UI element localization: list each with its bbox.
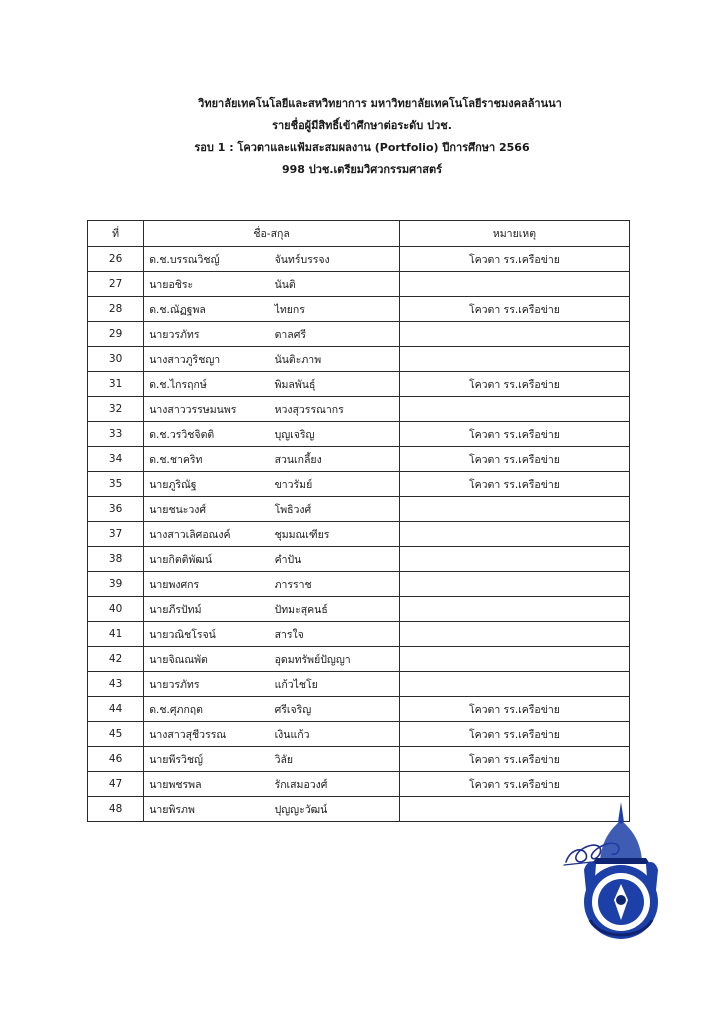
row-number: 39 [88, 572, 144, 597]
row-note: โควตา รร.เครือข่าย [399, 722, 629, 747]
table-row [88, 422, 630, 447]
row-number: 35 [88, 472, 144, 497]
row-first-name: นายวรภัทร [144, 322, 272, 347]
row-note: โควตา รร.เครือข่าย [399, 472, 629, 497]
row-first-name: ด.ช.ณัฏฐพล [144, 297, 272, 322]
row-number: 27 [88, 272, 144, 297]
table-row [88, 322, 630, 347]
row-number: 42 [88, 647, 144, 672]
table-row [88, 522, 630, 547]
row-note [399, 522, 629, 547]
table-row [88, 372, 630, 397]
column-header-no: ที่ [88, 221, 144, 247]
row-number: 32 [88, 397, 144, 422]
row-first-name: นางสาวสุชีวรรณ [144, 722, 272, 747]
row-first-name: ด.ช.บรรณวิชญ์ [144, 247, 272, 272]
row-first-name: นายภีรปัทม์ [144, 597, 272, 622]
table-row [88, 672, 630, 697]
row-first-name: นายชนะวงศ์ [144, 497, 272, 522]
row-number: 38 [88, 547, 144, 572]
row-note: โควตา รร.เครือข่าย [399, 422, 629, 447]
row-number: 46 [88, 747, 144, 772]
table-row [88, 547, 630, 572]
row-number: 47 [88, 772, 144, 797]
program-title: 998 ปวช.เตรียมวิศวกรรมศาสตร์ [281, 163, 443, 176]
row-last-name: นันติะภาพ [272, 347, 400, 372]
row-note [399, 347, 629, 372]
row-last-name: สารใจ [272, 622, 400, 647]
row-first-name: ด.ช.วรวิชจิตติ [144, 422, 272, 447]
institution-title: วิทยาลัยเทคโนโลยีและสหวิทยาการ มหาวิทยาลัยเทคโนโลยีราชมงคลล้านนา [198, 97, 562, 110]
row-number: 33 [88, 422, 144, 447]
row-last-name: รักเสมอวงศ์ [272, 772, 400, 797]
row-last-name: ตาลศรี [272, 322, 400, 347]
row-number: 45 [88, 722, 144, 747]
roster-body [88, 247, 630, 822]
row-note: โควตา รร.เครือข่าย [399, 747, 629, 772]
table-row [88, 647, 630, 672]
row-number: 44 [88, 697, 144, 722]
row-last-name: ปัทมะสุคนธ์ [272, 597, 400, 622]
table-row [88, 697, 630, 722]
row-number: 37 [88, 522, 144, 547]
row-first-name: ด.ช.ศุภกฤต [144, 697, 272, 722]
row-number: 41 [88, 622, 144, 647]
column-header-name: ชื่อ-สกุล [144, 221, 400, 247]
row-last-name: ศรีเจริญ [272, 697, 400, 722]
roster-table [87, 220, 630, 822]
table-header-row [88, 221, 630, 247]
row-first-name: ด.ช.ชาคริท [144, 447, 272, 472]
row-last-name: เงินแก้ว [272, 722, 400, 747]
table-row [88, 572, 630, 597]
row-note: โควตา รร.เครือข่าย [399, 447, 629, 472]
row-first-name: นายกิตติพัฒน์ [144, 547, 272, 572]
row-note [399, 397, 629, 422]
row-last-name: คำปัน [272, 547, 400, 572]
row-number: 26 [88, 247, 144, 272]
table-row [88, 797, 630, 822]
table-row [88, 622, 630, 647]
row-last-name: พิมลพันธุ์ [272, 372, 400, 397]
row-note: โควตา รร.เครือข่าย [399, 247, 629, 272]
table-row [88, 297, 630, 322]
row-note: โควตา รร.เครือข่าย [399, 297, 629, 322]
row-last-name: วิลัย [272, 747, 400, 772]
row-first-name: นายภูริณัฐ [144, 472, 272, 497]
row-number: 36 [88, 497, 144, 522]
table-row [88, 247, 630, 272]
table-row [88, 397, 630, 422]
row-number: 43 [88, 672, 144, 697]
row-first-name: นายวณิชโรจน์ [144, 622, 272, 647]
table-row [88, 597, 630, 622]
row-first-name: นางสาวเลิศอณงค์ [144, 522, 272, 547]
round-title: รอบ 1 : โควตาและแฟ้มสะสมผลงาน (Portfolio) ปีการศึกษา 2566 [194, 141, 530, 154]
row-last-name: สวนเกลี้ยง [272, 447, 400, 472]
row-note: โควตา รร.เครือข่าย [399, 697, 629, 722]
row-number: 28 [88, 297, 144, 322]
table-row [88, 722, 630, 747]
column-header-note: หมายเหตุ [399, 221, 629, 247]
row-first-name: นางสาววรรษมนพร [144, 397, 272, 422]
table-row [88, 772, 630, 797]
row-last-name: ชุมมณเฑียร [272, 522, 400, 547]
row-note [399, 272, 629, 297]
row-note [399, 597, 629, 622]
row-note [399, 547, 629, 572]
row-last-name: ไทยกร [272, 297, 400, 322]
row-last-name: บุญเจริญ [272, 422, 400, 447]
table-row [88, 497, 630, 522]
row-last-name: ปุญญะวัฒน์ [272, 797, 400, 822]
row-note [399, 622, 629, 647]
row-number: 40 [88, 597, 144, 622]
row-note [399, 497, 629, 522]
row-note [399, 647, 629, 672]
row-last-name: ขาวรัมย์ [272, 472, 400, 497]
row-last-name: หวงสุวรรณากร [272, 397, 400, 422]
university-seal-icon [580, 800, 662, 948]
row-number: 30 [88, 347, 144, 372]
row-note: โควตา รร.เครือข่าย [399, 372, 629, 397]
table-row [88, 747, 630, 772]
row-number: 31 [88, 372, 144, 397]
table-row [88, 272, 630, 297]
row-number: 34 [88, 447, 144, 472]
row-first-name: นายวรภัทร [144, 672, 272, 697]
row-first-name: นายอชิระ [144, 272, 272, 297]
list-title: รายชื่อผู้มีสิทธิ์เข้าศึกษาต่อระดับ ปวช. [272, 119, 452, 132]
row-first-name: นายพีรวิชญ์ [144, 747, 272, 772]
row-note [399, 322, 629, 347]
document-header [0, 93, 724, 181]
row-number: 48 [88, 797, 144, 822]
row-note [399, 572, 629, 597]
row-last-name: อุดมทรัพย์ปัญญา [272, 647, 400, 672]
row-first-name: นายพชรพล [144, 772, 272, 797]
row-last-name: ภารราช [272, 572, 400, 597]
row-last-name: จันทร์บรรจง [272, 247, 400, 272]
row-last-name: แก้วไชโย [272, 672, 400, 697]
table-row [88, 347, 630, 372]
table-row [88, 472, 630, 497]
row-first-name: นายจิณณพัต [144, 647, 272, 672]
row-first-name: นางสาวภูริชญา [144, 347, 272, 372]
row-last-name: นันติ [272, 272, 400, 297]
table-row [88, 447, 630, 472]
row-last-name: โพธิวงศ์ [272, 497, 400, 522]
row-first-name: นายพิรภพ [144, 797, 272, 822]
row-note: โควตา รร.เครือข่าย [399, 772, 629, 797]
row-note [399, 672, 629, 697]
row-number: 29 [88, 322, 144, 347]
row-first-name: ด.ช.ไกรฤกษ์ [144, 372, 272, 397]
row-first-name: นายพงศกร [144, 572, 272, 597]
